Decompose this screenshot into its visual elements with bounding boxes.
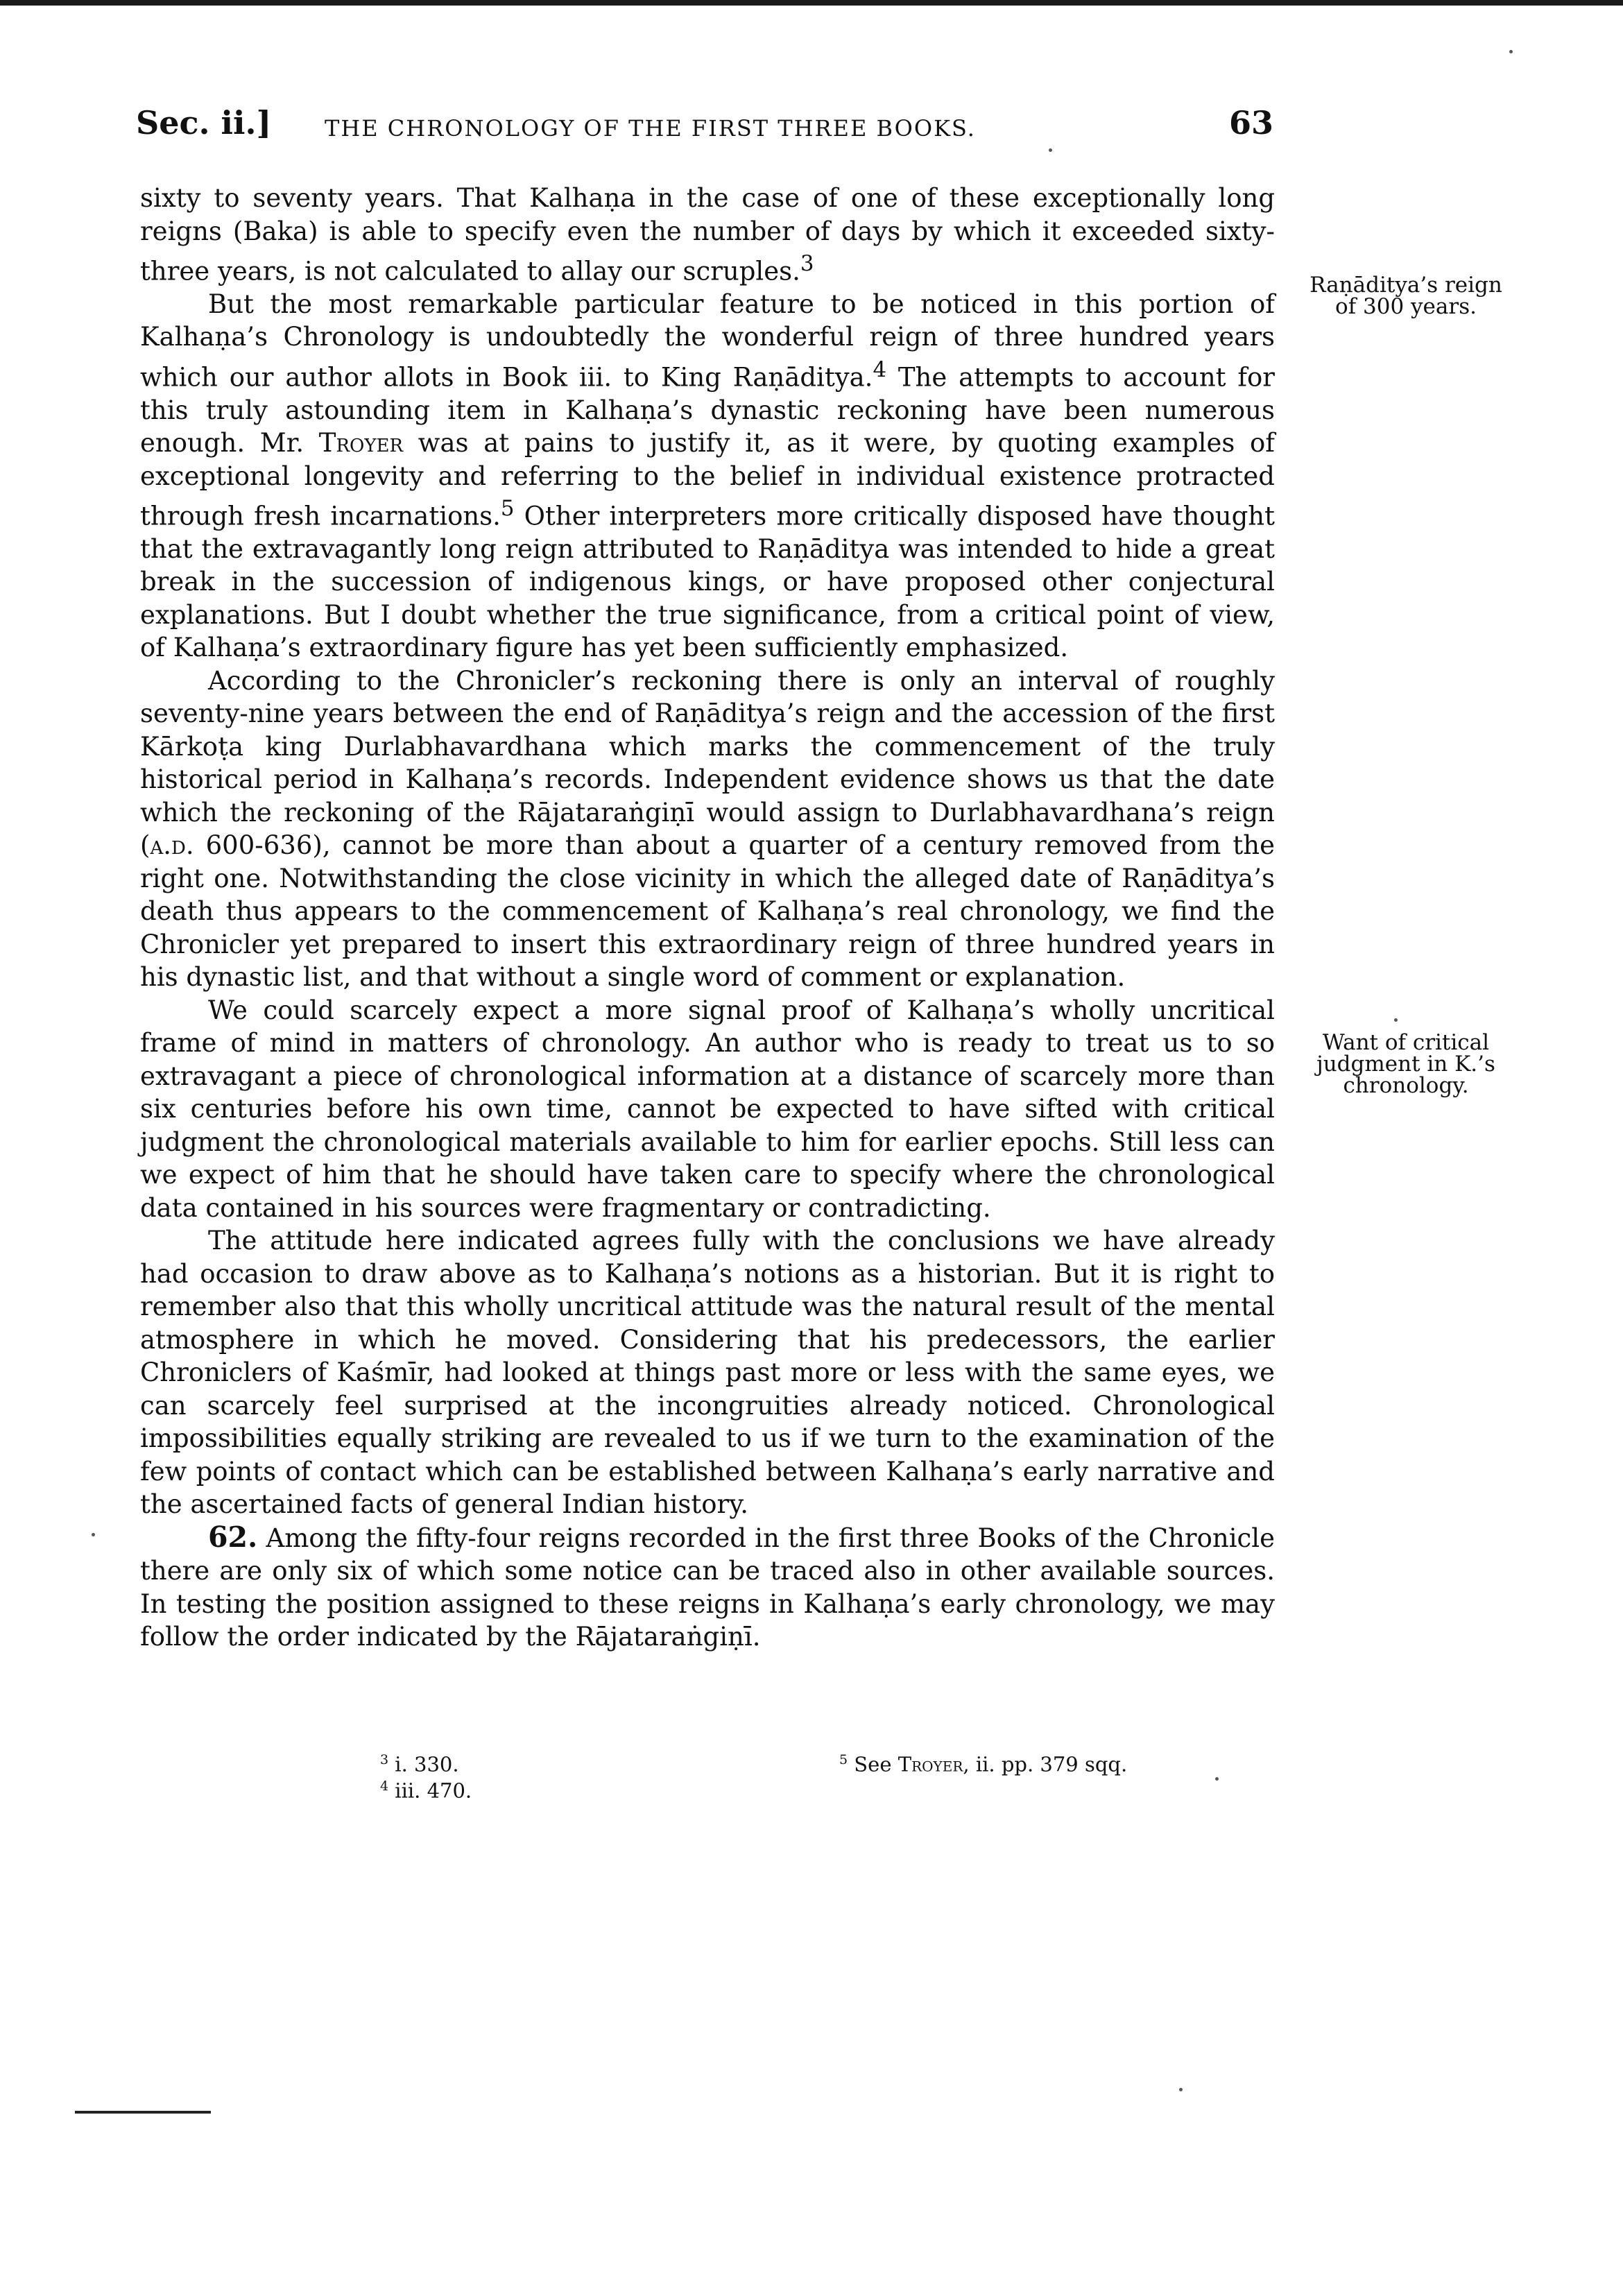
main-text [140,182,1275,1654]
footnote-ref-5: 5 [500,496,515,522]
section-label: Sec. ii.] [136,104,272,142]
footnote-ref-3: 3 [800,251,814,276]
era-abbrev: a.d. [150,830,194,861]
running-header [136,104,1273,153]
footnote-4: $^4$ iii. 470. [380,1779,472,1803]
paragraph-4: We could scarcely expect a more signal proof of Kalhaṇa’s wholly uncritical frame of mind in matters of chronology. An author who is ready to treat us to so extravagant a piece of chronological information at a distance of scarcely more than six centuries before his own time, cannot be expected to have sifted with critical judgment the chronological materials available to him for earlier epochs. Still less can we expect of him that he should have taken care to specify where the chronological data contained in his sources were fragmentary or contradicting. [140,995,1275,1223]
scan-speck [1049,148,1052,152]
footnote-3: $^3$ i. 330. [380,1752,459,1776]
section-number: 62. [208,1520,258,1554]
footnote-5: $^5$ See Troyer, ii. pp. 379 sqq. [839,1752,1128,1776]
author-name-troyer: Troyer [318,428,404,459]
running-title: THE CHRONOLOGY OF THE FIRST THREE BOOKS. [325,115,976,142]
footnote-ref-4: 4 [873,357,887,382]
margin-note-randitya: Raṇāditya’s reign of 300 years. [1309,273,1502,319]
paragraph-2: But the most remarkable particular feature to be noticed in this portion of Kalhaṇa’s Chronology is undoubtedly the wonderful reign of three hundred years which our author allots in Book iii. to King Raṇāditya.$^4$ The attempts to account for this truly astounding item in Kalhaṇa’s dynastic reckoning have been numerous enough. Mr. Troyer was at pains to justify it, as it were, by quoting examples of exceptional longevity and referring to the belief in individual existence protracted through fresh incarnations.$^5$ Other interpreters more critically disposed have thought that the extravagantly long reign attributed to Raṇāditya was intended to hide a great break in the succession of indigenous kings, or have proposed other conjectural explanations. But I doubt whether the true significance, from a critical point of view, of Kalhaṇa’s extraordinary figure has yet been sufficiently emphasized. [140,289,1276,663]
scan-speck [1509,50,1513,53]
paragraph-5: The attitude here indicated agrees fully with the conclusions we have already had occasion to draw above as to Kalhaṇa’s notions as a historian. But it is right to remember also that this wholly uncritical attitude was the natural result of the mental atmosphere in which he moved. Considering that his predecessors, the earlier Chroniclers of Kaśmīr, had looked at things past more or less with the same eyes, we can scarcely feel surprised at the incongruities already noticed. Chronological impossibilities equally striking are revealed to us if we turn to the examination of the few points of contact which can be established between Kalhaṇa’s early narrative and the ascertained facts of general Indian history. [140,1226,1275,1520]
scan-speck [1215,1777,1219,1781]
scan-speck [1394,1018,1398,1022]
paragraph-1: sixty to seventy years. That Kalhaṇa in the case of one of these exceptionally long reigns (Baka) is able to specify even the number of days by which it exceeded sixty-three years, is not calculated to allay our scruples.$^3$ [140,183,1275,286]
scan-speck [1179,2088,1183,2091]
margin-note-critical-judgment: Want of critical judgment in K.’s chronology. [1316,1030,1495,1098]
paragraph-3: According to the Chronicler’s reckoning there is only an interval of roughly seventy-nine years between the end of Raṇāditya’s reign and the accession of the first Kārkoṭa king Durlabhavardhana which marks the commencement of the truly historical period in Kalhaṇa’s records. Independent evidence shows us that the date which the reckoning of the Rājataraṅgiṇī would assign to Durlabhavardhana’s reign (a.d. 600-636), cannot be more than about a quarter of a century removed from the right one. Notwithstanding the close vicinity in which the alleged date of Raṇāditya’s death thus appears to the commencement of Kalhaṇa’s real chronology, we find the Chronicler yet prepared to insert this extraordinary reign of three hundred years in his dynastic list, and that without a single word of comment or explanation. [140,665,1275,993]
scan-speck [92,1533,95,1536]
margin-rule-mark [75,2111,211,2114]
top-edge-rule [0,0,1623,6]
paragraph-6: 62. Among the fifty-four reigns recorded in the first three Books of the Chronicle there are only six of which some notice can be traced also in other available sources. In testing the position assigned to these reigns in Kalhaṇa’s early chronology, we may follow the order indicated by the Rājataraṅgiṇī. [140,1520,1275,1652]
page-number: 63 [1228,104,1273,142]
